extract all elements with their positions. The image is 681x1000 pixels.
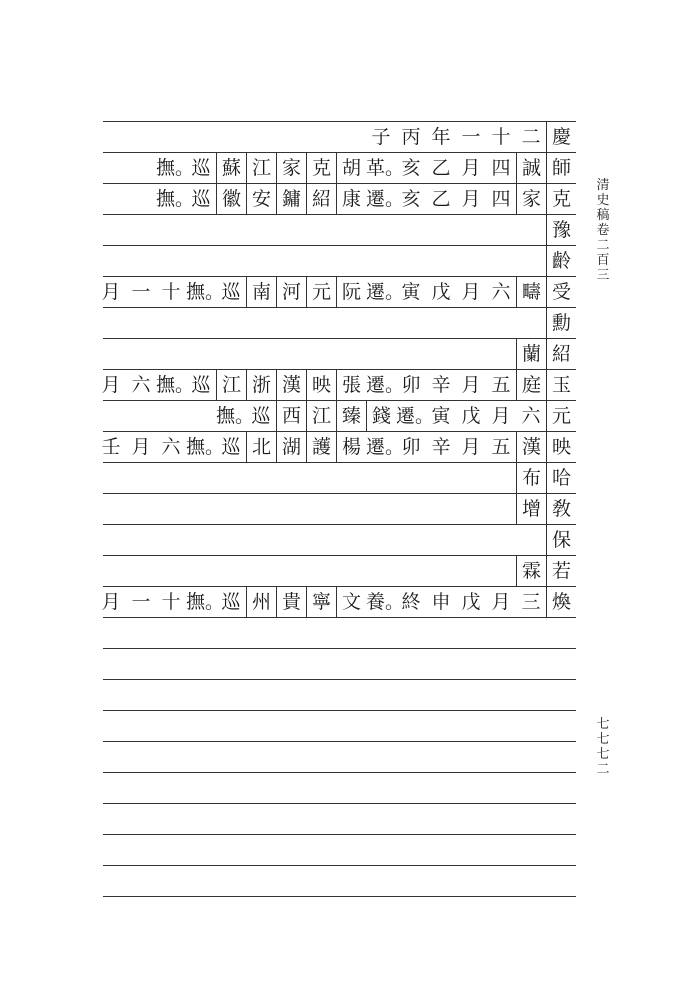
table-cell: 巡 <box>191 157 211 179</box>
table-cell: 巡 <box>191 188 211 210</box>
table-cell: 一 <box>131 281 151 303</box>
table-row <box>103 122 576 152</box>
table-cell: 五 <box>491 374 511 396</box>
table-cell: 煥 <box>546 587 576 617</box>
table-cell: 家 <box>516 184 546 214</box>
table-cell: 文 <box>336 587 366 617</box>
table-cell: 三 <box>521 591 541 613</box>
table-cell: 南 <box>246 277 276 307</box>
table-cell: 受 <box>546 277 576 307</box>
table-cell: 巡 <box>251 405 271 427</box>
table-cell: 撫。 <box>156 157 195 179</box>
table-cell: 卯 <box>401 374 421 396</box>
table-row <box>103 339 576 369</box>
table-cell: 終 <box>401 591 421 613</box>
table-cell: 敎 <box>546 494 576 524</box>
table-cell: 遷。 <box>366 281 405 303</box>
table-row <box>103 215 576 245</box>
table-cell: 十 <box>161 591 181 613</box>
table-cell: 師 <box>546 153 576 183</box>
table-cell: 月 <box>491 591 511 613</box>
table-rule <box>103 865 576 866</box>
table-rule <box>103 803 576 804</box>
table-cell: 月 <box>131 436 151 458</box>
table-cell: 州 <box>246 587 276 617</box>
table-cell: 紹 <box>306 184 336 214</box>
table-cell: 巡 <box>191 374 211 396</box>
table-cell: 慶 <box>546 122 576 152</box>
table-cell: 徽 <box>216 184 246 214</box>
table-cell: 克 <box>546 184 576 214</box>
table-cell: 齡 <box>546 246 576 276</box>
table-cell: 胡 <box>336 153 366 183</box>
table-cell: 四 <box>491 157 511 179</box>
table-row <box>103 184 576 214</box>
margin-title: 清 史 稿 卷 二 百 三 <box>596 178 610 283</box>
table-cell: 月 <box>491 405 511 427</box>
table-cell: 四 <box>491 188 511 210</box>
table-cell: 養。 <box>366 591 405 613</box>
table-cell: 豫 <box>546 215 576 245</box>
table-rule <box>103 741 576 742</box>
table-cell: 元 <box>306 277 336 307</box>
table-cell: 六 <box>491 281 511 303</box>
table-cell: 撫。 <box>156 374 195 396</box>
table-cell: 撫。 <box>156 188 195 210</box>
table-cell: 巡 <box>221 591 241 613</box>
table-cell: 元 <box>546 401 576 431</box>
table-cell: 楊 <box>336 432 366 462</box>
table-cell: 月 <box>461 157 481 179</box>
table-cell: 遷。 <box>366 436 405 458</box>
table-row <box>103 463 576 493</box>
table-cell: 若 <box>546 556 576 586</box>
table-cell: 臻 <box>336 401 366 431</box>
table-cell: 戊 <box>461 405 481 427</box>
table-cell: 撫。 <box>186 436 225 458</box>
table-cell: 阮 <box>336 277 366 307</box>
table-cell: 鏞 <box>276 184 306 214</box>
table-cell: 革。 <box>366 157 405 179</box>
table-cell: 映 <box>306 370 336 400</box>
table-cell: 一 <box>131 591 151 613</box>
table-cell: 辛 <box>431 436 451 458</box>
table-cell: 戊 <box>461 591 481 613</box>
table-row <box>103 153 576 183</box>
table-cell: 丙 <box>401 126 421 148</box>
table-cell: 乙 <box>431 188 451 210</box>
table-cell: 江 <box>246 153 276 183</box>
table-cell: 乙 <box>431 157 451 179</box>
table-rule <box>103 834 576 835</box>
table-cell: 映 <box>546 432 576 462</box>
table-rule <box>103 772 576 773</box>
table-row <box>103 308 576 338</box>
table-cell: 勳 <box>546 308 576 338</box>
table-row <box>103 370 576 400</box>
table-cell: 卯 <box>401 436 421 458</box>
table-cell: 霖 <box>516 556 546 586</box>
table-cell: 浙 <box>246 370 276 400</box>
table-cell: 增 <box>516 494 546 524</box>
table-cell: 錢 <box>366 401 396 431</box>
table-cell: 月 <box>461 188 481 210</box>
table-cell: 家 <box>276 153 306 183</box>
table-cell: 西 <box>276 401 306 431</box>
table-cell: 疇 <box>516 277 546 307</box>
table-cell: 安 <box>246 184 276 214</box>
table-cell: 月 <box>461 436 481 458</box>
table-cell: 遷。 <box>366 188 405 210</box>
table-row <box>103 432 576 462</box>
table-rule <box>103 617 576 618</box>
table-cell: 月 <box>461 374 481 396</box>
table-cell: 撫。 <box>186 591 225 613</box>
table-cell: 漢 <box>516 432 546 462</box>
table-cell: 布 <box>516 463 546 493</box>
table-cell: 月 <box>101 374 121 396</box>
table-cell: 遷。 <box>396 405 435 427</box>
table-cell: 克 <box>306 153 336 183</box>
table-cell: 江 <box>306 401 336 431</box>
table-cell: 蘇 <box>216 153 246 183</box>
table-cell: 寧 <box>306 587 336 617</box>
table-row <box>103 587 576 617</box>
table-row <box>103 277 576 307</box>
table-cell: 申 <box>431 591 451 613</box>
table-cell: 二 <box>521 126 541 148</box>
table-cell: 亥 <box>401 157 421 179</box>
table-rule <box>103 648 576 649</box>
table-cell: 玉 <box>546 370 576 400</box>
table-rule <box>103 896 576 897</box>
table-cell: 六 <box>131 374 151 396</box>
table-cell: 誠 <box>516 153 546 183</box>
table-cell: 庭 <box>516 370 546 400</box>
table-row <box>103 246 576 276</box>
table-cell: 月 <box>101 591 121 613</box>
table-cell: 河 <box>276 277 306 307</box>
margin-page-number: 七 七 七 二 <box>596 717 610 777</box>
table-cell: 十 <box>491 126 511 148</box>
table-cell: 十 <box>161 281 181 303</box>
table-cell: 湖 <box>276 432 306 462</box>
table-cell: 子 <box>371 126 391 148</box>
table-cell: 戊 <box>431 281 451 303</box>
table-cell: 保 <box>546 525 576 555</box>
table-row <box>103 401 576 431</box>
table-cell: 江 <box>216 370 246 400</box>
table-cell: 辛 <box>431 374 451 396</box>
table-cell: 北 <box>246 432 276 462</box>
table-cell: 五 <box>491 436 511 458</box>
table-cell: 月 <box>101 281 121 303</box>
table-cell: 六 <box>521 405 541 427</box>
table-cell: 壬 <box>101 436 121 458</box>
table-cell: 護 <box>306 432 336 462</box>
table-cell: 一 <box>461 126 481 148</box>
table-row <box>103 556 576 586</box>
table-cell: 紹 <box>546 339 576 369</box>
table-cell: 哈 <box>546 463 576 493</box>
table-cell: 月 <box>461 281 481 303</box>
table-cell: 遷。 <box>366 374 405 396</box>
table-cell: 康 <box>336 184 366 214</box>
table-cell: 巡 <box>221 281 241 303</box>
table-cell: 貴 <box>276 587 306 617</box>
table-cell: 六 <box>161 436 181 458</box>
table-cell: 巡 <box>221 436 241 458</box>
table-cell: 蘭 <box>516 339 546 369</box>
table-cell: 寅 <box>401 281 421 303</box>
table-cell: 年 <box>431 126 451 148</box>
table-row <box>103 525 576 555</box>
table-cell: 張 <box>336 370 366 400</box>
table-cell: 亥 <box>401 188 421 210</box>
table-cell: 撫。 <box>186 281 225 303</box>
table-rule <box>103 710 576 711</box>
table-cell: 寅 <box>431 405 451 427</box>
table-cell: 撫。 <box>216 405 255 427</box>
table-rule <box>103 679 576 680</box>
table-row <box>103 494 576 524</box>
table-cell: 漢 <box>276 370 306 400</box>
